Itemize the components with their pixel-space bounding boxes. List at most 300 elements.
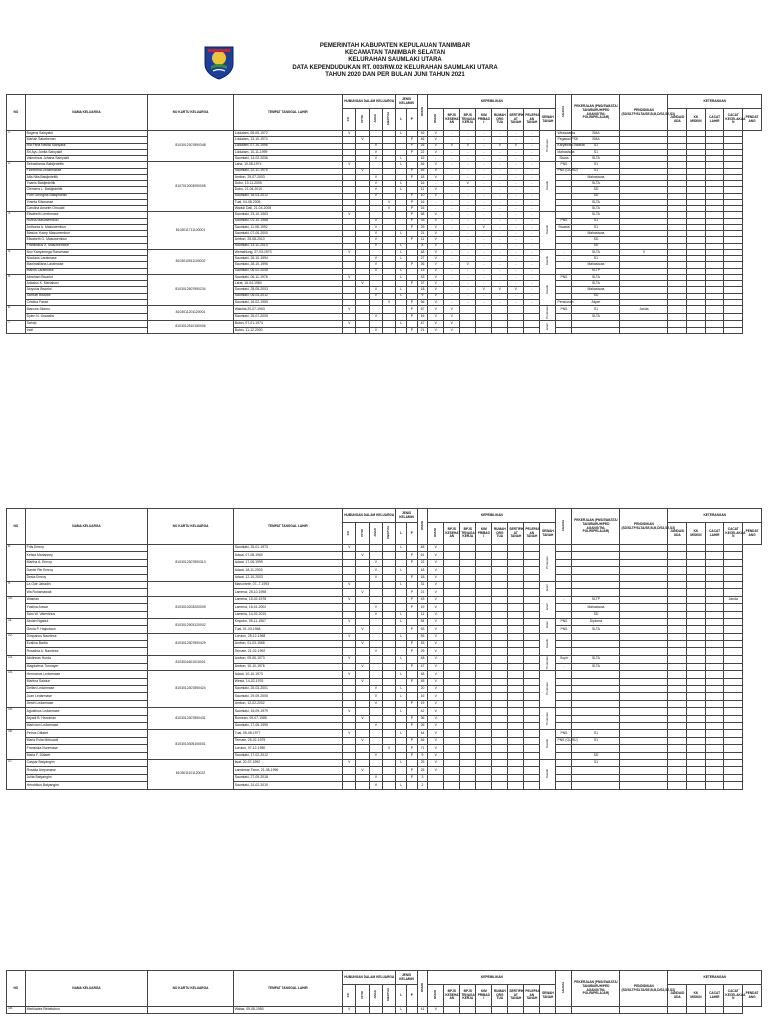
remark-t1 [620,604,668,611]
remark-t5 [724,686,743,693]
remark-t3 [687,648,706,655]
remark-t4 [705,655,724,663]
ownership-k7 [524,767,540,774]
hubungan-mark: V [356,281,369,287]
remark-t2 [668,671,687,678]
col-agama: AGAMA [561,106,566,118]
member-education: SLTA [572,249,620,255]
member-name: Alfa Nita Batdjedeltik [25,174,148,180]
ownership-k5 [492,327,508,333]
member-occupation: - [556,249,572,255]
family-number: 2. [7,162,26,212]
ownership-k6 [508,552,524,559]
col-jk-p: P [407,523,418,545]
birth-place-date: Ambon, 09-06-1973 [233,655,342,663]
gender-p-mark: P [407,574,418,581]
remark-t2 [668,700,687,707]
gender-l-mark [396,723,407,730]
col-hub-h1: KK [346,530,351,535]
hubungan-mark [383,626,396,633]
family-religion: Protestan [545,306,550,319]
ownership-k1: V [428,581,444,588]
col-umur-sub: UMUR [433,114,438,124]
ownership-k3 [460,759,476,766]
gender-p-mark: P [407,663,418,671]
col-ttl: TEMPAT TANGGAL LAHIR [233,971,342,1007]
gender-p-mark: P [407,262,418,268]
ownership-k4 [476,715,492,722]
ownership-k2: - [444,268,460,274]
col-no: NO [7,971,26,1007]
gender-p-mark: P [407,218,418,224]
ownership-k3 [460,552,476,559]
ownership-k7 [524,626,540,633]
ownership-k3: V [460,262,476,268]
gender-l-mark: L [396,243,407,249]
ownership-k6 [508,774,524,781]
ownership-k7 [524,589,540,596]
ownership-k2: - [444,299,460,305]
family-religion: Protestan [545,555,550,569]
ownership-k2: - [444,237,460,243]
ownership-k3: - [460,174,476,180]
col-hubungan: HUBUNGAN DALAM KELUARGA [343,95,396,109]
ownership-k2: - [444,218,460,224]
hubungan-mark [383,1007,396,1014]
ownership-k6: V [508,143,524,149]
ownership-k6 [508,567,524,574]
ownership-k6 [508,604,524,611]
member-occupation [556,604,572,611]
birth-place-date: Tual, 01-03-1968 [233,626,342,633]
ownership-k7 [524,611,540,618]
gender-l-mark: L [396,693,407,700]
ownership-k5 [492,641,508,648]
member-name: Ria Fitria Navita Sainyakit [25,143,148,149]
ownership-k7 [524,708,540,715]
member-occupation [556,589,572,596]
col-k7: SEWAH TANAH [540,109,556,131]
member-name: Aryadi B. Hanoinan [25,715,148,722]
remark-t2 [668,759,687,766]
ownership-k4: - [476,168,492,174]
member-age: 58 [417,212,428,218]
member-education: Mahasiswa [572,231,620,237]
gender-l-mark [396,327,407,333]
ownership-k6 [508,723,524,730]
ownership-k3 [460,723,476,730]
hubungan-mark: V [356,589,369,596]
hubungan-mark [343,782,356,789]
ownership-k5 [492,626,508,633]
ownership-k5 [492,774,508,781]
remark-t2 [668,567,687,574]
ownership-k5 [492,596,508,603]
col-agama: AGAMA [561,982,566,994]
ownership-k4 [476,567,492,574]
member-occupation [556,545,572,552]
member-occupation [556,1007,572,1014]
member-occupation: Swasta [556,224,572,230]
ownership-k2 [444,715,460,722]
gender-l-mark: L [396,187,407,193]
member-age: 45 [417,168,428,174]
remark-t3 [687,545,706,552]
ownership-k6 [508,700,524,707]
birth-place-date: Larat, 16-04-1984 [233,281,342,287]
gender-p-mark: P [407,678,418,685]
birth-place-date: Kinjodor, 05-11-1967 [233,618,342,625]
col-jenis-kelamin: JENIS KELAMIN [396,95,417,109]
member-education [572,567,620,574]
member-name: Carolina Anselm Ornuabi [25,206,148,212]
family-card-number: 8103010511100002 [148,249,233,274]
member-name: Julita Batyangim [25,774,148,781]
gender-p-mark: P [407,648,418,655]
ownership-k4 [476,767,492,774]
remark-t1 [620,774,668,781]
gender-l-mark: L [396,730,407,737]
ownership-k6 [508,626,524,633]
ownership-k7 [524,774,540,781]
ownership-k7 [524,567,540,574]
member-age: 18 [417,287,428,293]
gender-p-mark [407,782,418,789]
member-name: Yosefa Kilsmasse [25,199,148,205]
hubungan-mark: V [356,641,369,648]
ownership-k3: - [460,193,476,199]
ownership-k2: - [444,281,460,287]
gender-p-mark [407,686,418,693]
family-number: 8. [7,545,26,582]
hubungan-mark [356,648,369,655]
gender-p-mark: P [407,745,418,752]
member-education: S1 [572,149,620,155]
remark-t2 [668,774,687,781]
ownership-k5 [492,567,508,574]
ownership-k3: - [460,187,476,193]
ownership-k4 [476,671,492,678]
birth-place-date: Ambon, 12-02-2002 [233,700,342,707]
col-t2: KK MISKIN [687,523,706,545]
hubungan-mark [383,782,396,789]
family-number: 18. [7,1007,26,1014]
gender-l-mark: L [396,611,407,618]
ownership-k2: - [444,193,460,199]
col-k1: BPJS KESEHAT AN [444,985,460,1007]
member-age: 8 [417,243,428,249]
member-occupation [556,686,572,693]
birth-place-date: Saumlaki, 17-02-2012 [233,752,342,759]
hubungan-mark [383,678,396,685]
member-occupation: Pensiunan [557,299,574,304]
member-occupation: PNS (GURU) [556,737,572,744]
ownership-k6 [508,581,524,588]
remark-t1 [620,648,668,655]
ownership-k3 [460,589,476,596]
hubungan-mark: V [356,552,369,559]
hubungan-mark: V [356,678,369,685]
ownership-k2: - [444,293,460,299]
family-number: 5. [7,274,26,305]
gender-l-mark [396,745,407,752]
birth-place-date: Saumlaki, 01-10-1988 [233,218,342,224]
birth-place-date: Adaut, 12-10-2003 [233,574,342,581]
hubungan-mark: V [356,137,369,143]
member-name: Maximalliana Laratmase [25,262,148,268]
col-hub-h3: ANAK [373,114,378,124]
remark-t4 [705,633,724,640]
hubungan-mark [369,596,382,603]
ownership-k7: - [524,187,540,193]
member-education [572,671,620,678]
member-name: Elisabeth Lerebmase [25,212,148,218]
hubungan-mark [383,327,396,333]
ownership-k6 [508,596,524,603]
col-ttl: TEMPAT TANGGAL LAHIR [233,95,342,131]
remark-t2 [668,581,687,588]
ownership-k4 [476,552,492,559]
col-nama: NAMA KELUARGA [25,95,148,131]
ownership-k2 [444,589,460,596]
gender-l-mark [396,663,407,671]
gender-l-mark: L [396,782,407,789]
ownership-k7: - [524,274,540,280]
remark-t5 [724,641,743,648]
hubungan-mark [356,313,369,321]
remark-t1 [620,752,668,759]
member-name: Indri [25,327,148,333]
ownership-k5: - [492,187,508,193]
remark-t5 [724,589,743,596]
member-education: SLTP [572,268,620,274]
remark-t2 [668,686,687,693]
hubungan-mark: V [369,224,382,230]
ownership-k1: V [428,268,444,274]
ownership-k5 [492,752,508,759]
member-education: S1 [572,306,620,314]
ownership-k7: - [524,237,540,243]
table-row [7,723,762,730]
ownership-k1: V [428,596,444,603]
col-keterangan: KETERANGAN [668,509,762,523]
member-education [572,745,620,752]
member-education [572,774,620,781]
member-name: Genia P. Hajiudaun [25,626,148,633]
remark-t5 [724,567,743,574]
col-hub-h1: KK [346,992,351,997]
member-name: Maria F. Ditlatet [25,752,148,759]
member-age: 21 [417,231,428,237]
ownership-k3 [460,648,476,655]
remark-t5 [724,559,743,566]
family-number: 7. [7,321,26,334]
hubungan-mark: V [343,249,356,255]
remark-t3 [687,618,706,625]
member-name: Magdalena Tormayer [25,663,148,671]
birth-place-date: Wemalilung, 27-03-1973 [233,249,342,255]
member-occupation [556,715,572,722]
member-name: Yoanis Batdjedeltik [25,181,148,187]
ownership-k3 [460,774,476,781]
member-name: Ketsia Marianney [25,552,148,559]
table-row [7,1007,762,1014]
remark-t2 [668,737,687,744]
gender-p-mark: P [407,327,418,333]
ownership-k4: - [476,249,492,255]
ownership-k4: - [476,293,492,299]
gender-l-mark [396,678,407,685]
remark-t3 [687,723,706,730]
family-religion: Katolik [545,768,550,778]
birth-place-date: Loldalam, 10-11-1999 [233,149,342,155]
hubungan-mark [356,574,369,581]
ownership-k4: - [476,199,492,205]
hubungan-mark [369,633,382,640]
gender-l-mark: L [396,131,407,137]
ownership-k1: V [428,143,444,149]
birth-place-date: Romean, 09-07-1985 [233,715,342,722]
ownership-k7 [524,552,540,559]
remark-t2 [668,611,687,618]
gender-l-mark [396,559,407,566]
hubungan-mark: V [343,708,356,715]
ownership-k2 [444,567,460,574]
birth-place-date: Saumlaki, 16-02-1955 [233,299,342,305]
remark-t2 [668,708,687,715]
remark-t4 [705,581,724,588]
birth-place-date: Waduk Dali, 21-04-2005 [233,206,342,212]
ownership-k1: V [428,321,444,327]
family-card-number [148,1007,233,1014]
ownership-k4: - [476,149,492,155]
remark-t5 [724,782,743,789]
hubungan-mark: V [343,759,356,766]
remark-t3 [687,655,706,663]
ownership-k7: - [524,281,540,287]
gender-p-mark: P [407,723,418,730]
col-t1: JANDA/D UDA [668,523,687,545]
col-hub-h2: ISTRI [359,528,364,537]
remark-t4 [705,686,724,693]
member-education: S1 [572,218,620,224]
ownership-k5: - [492,168,508,174]
hubungan-mark [343,327,356,333]
col-hub-h4: MERTUA [386,988,391,1002]
remark-t3 [687,574,706,581]
gender-l-mark: L [396,181,407,187]
birth-place-date: Ilsat, 20-07-1992 [233,759,342,766]
remark-t1 [620,730,668,737]
family-card-number: 8103012307890431 [148,708,233,730]
remark-t5 [724,708,743,715]
ownership-k7: - [524,299,540,305]
ownership-k4: - [476,212,492,218]
member-education [572,767,620,774]
ownership-k5: V [492,143,508,149]
col-t3: CACAT LAHIR [705,109,724,131]
ownership-k1: V [428,745,444,752]
ownership-k4: - [476,237,492,243]
birth-place-date: Loldalam, 08-05-1972 [233,131,342,137]
ownership-k6 [508,306,524,314]
gender-p-mark: P [407,313,418,321]
table-row [7,626,762,633]
birth-place-date: Tual, 05-08-1977 [233,730,342,737]
ownership-k1: V [428,149,444,155]
birth-place-date: Saumlaki, 06-02-2008 [233,268,342,274]
ownership-k7 [524,327,540,333]
member-name: Jiesth Ledarmase [25,700,148,707]
remark-t2 [668,604,687,611]
gender-p-mark: P [407,596,418,603]
hubungan-mark: V [369,268,382,274]
remark-t5 [724,752,743,759]
member-age: 53 [417,633,428,640]
remark-t4 [705,641,724,648]
table-row [7,545,762,552]
ownership-k7: - [524,149,540,155]
remark-t1 [620,708,668,715]
member-name: Petrus Ditlatet [25,730,148,737]
ownership-k1: V [428,137,444,143]
ownership-k4: - [476,156,492,162]
hubungan-mark: V [343,618,356,625]
ownership-k6: V [508,287,524,293]
member-occupation: PNS [556,730,572,737]
member-education: SLTA [572,199,620,205]
member-age: 11 [417,187,428,193]
table-row [7,693,762,700]
col-t2: KK MISKIN [687,985,706,1007]
ownership-k3 [460,730,476,737]
ownership-k5 [492,745,508,752]
ownership-k4 [476,730,492,737]
hubungan-mark [343,313,356,321]
gender-l-mark: L [396,618,407,625]
ownership-k6: - [508,262,524,268]
ownership-k1: V [428,693,444,700]
member-occupation: Wiraswasta [557,130,575,135]
hubungan-mark: V [369,237,382,243]
member-occupation: PNS (GURU) [557,168,578,173]
col-hub-h1: KK [346,116,351,121]
member-education [572,1007,620,1014]
birth-place-date: Lorulun, 25-12-1968 [233,633,342,640]
ownership-k3: - [460,149,476,155]
ownership-k1: V [428,174,444,180]
gender-l-mark: L [396,274,407,280]
table-row [7,730,762,737]
col-umur: UMUR [419,107,424,117]
gender-p-mark: P [407,737,418,744]
birth-place-date: Wesia, 14-02-1976 [233,678,342,685]
table-row [7,574,762,581]
ownership-k7 [524,604,540,611]
birth-place-date: Saumlaki, 25-07-2005 [233,313,342,321]
ownership-k4 [476,663,492,671]
remark-t5 [724,1007,743,1014]
hubungan-mark [369,618,382,625]
ownership-k6 [508,730,524,737]
col-k5: SERTIFIK AT TANAH [508,109,524,131]
member-age: 31 [417,581,428,588]
ownership-k6 [508,767,524,774]
member-name: Delfan Ledarmase [25,686,148,693]
ownership-k6 [508,708,524,715]
hubungan-mark [356,759,369,766]
ownership-k6 [508,589,524,596]
